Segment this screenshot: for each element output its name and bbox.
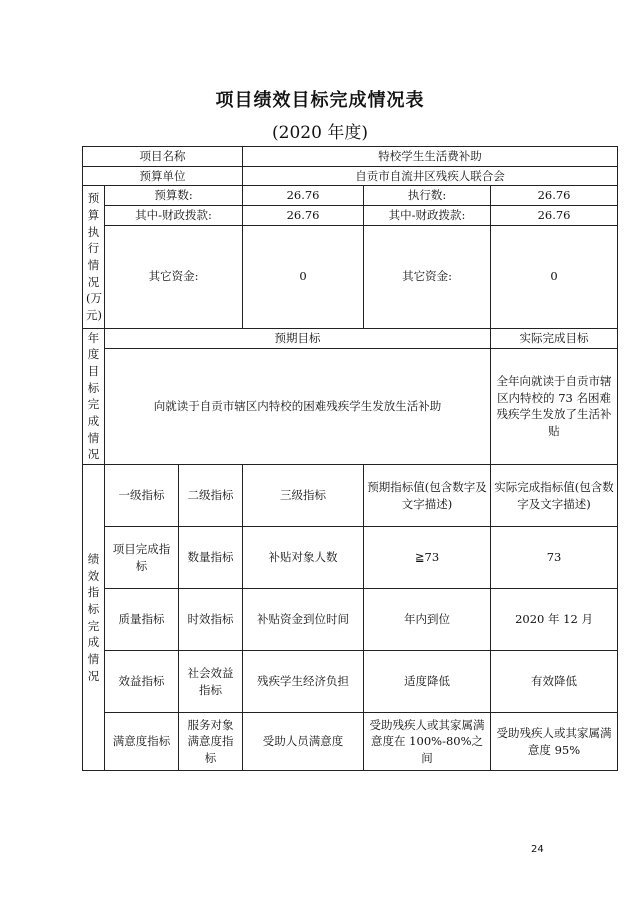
budget-value: 26.76 — [243, 186, 364, 206]
indicator-header-level2: 二级指标 — [179, 465, 243, 527]
project-name-label: 项目名称 — [83, 147, 243, 167]
fiscal-executed-label: 其中-财政拨款: — [364, 206, 491, 226]
page-number: 24 — [531, 844, 544, 855]
project-name-value: 特校学生生活费补助 — [243, 147, 618, 167]
indicator-level2: 数量指标 — [179, 527, 243, 589]
actual-target-text: 全年向就读于自贡市辖区内特校的 73 名困难残疾学生发放了生活补贴 — [491, 348, 618, 464]
budget-label: 预算数: — [105, 186, 243, 206]
other-funds-label: 其它资金: — [105, 225, 243, 328]
other-funds-executed-label: 其它资金: — [364, 225, 491, 328]
indicator-level1: 项目完成指标 — [105, 527, 179, 589]
fiscal-executed-value: 26.76 — [491, 206, 618, 226]
indicator-expected: ≧73 — [364, 527, 491, 589]
indicator-level2: 服务对象满意度指标 — [179, 713, 243, 771]
page-subtitle: (2020 年度) — [272, 123, 368, 143]
table-row — [83, 527, 618, 589]
budget-row — [83, 225, 618, 328]
indicator-header-level3: 三级指标 — [243, 465, 364, 527]
indicator-level1: 效益指标 — [105, 651, 179, 713]
indicator-level1: 质量指标 — [105, 589, 179, 651]
indicator-level2: 时效指标 — [179, 589, 243, 651]
budget-row — [83, 186, 618, 206]
page-title: 项目绩效目标完成情况表 — [215, 90, 425, 111]
indicator-header-expected: 预期指标值(包含数字及文字描述) — [364, 465, 491, 527]
indicator-expected: 适度降低 — [364, 651, 491, 713]
other-funds-executed-value: 0 — [491, 225, 618, 328]
performance-section-label: 绩效指标完成情况 — [83, 465, 105, 771]
indicator-actual: 73 — [491, 527, 618, 589]
indicator-actual: 受助残疾人或其家属满意度 95% — [491, 713, 618, 771]
indicator-header-level1: 一级指标 — [105, 465, 179, 527]
indicator-expected: 年内到位 — [364, 589, 491, 651]
performance-table — [82, 146, 618, 771]
table-row — [83, 713, 618, 771]
budget-unit-label: 预算单位 — [83, 166, 243, 186]
actual-target-header: 实际完成目标 — [491, 328, 618, 348]
other-funds-value: 0 — [243, 225, 364, 328]
annual-target-row — [83, 348, 618, 464]
indicator-level3: 受助人员满意度 — [243, 713, 364, 771]
budget-unit-value: 自贡市自流井区残疾人联合会 — [243, 166, 618, 186]
budget-unit-row — [83, 166, 618, 186]
fiscal-budget-label: 其中-财政拨款: — [105, 206, 243, 226]
executed-label: 执行数: — [364, 186, 491, 206]
indicator-expected: 受助残疾人或其家属满意度在 100%-80%之间 — [364, 713, 491, 771]
indicator-level3: 补贴对象人数 — [243, 527, 364, 589]
executed-value: 26.76 — [491, 186, 618, 206]
indicator-level1: 满意度指标 — [105, 713, 179, 771]
indicator-actual: 2020 年 12 月 — [491, 589, 618, 651]
indicator-header-row — [83, 465, 618, 527]
indicator-header-actual: 实际完成指标值(包含数字及文字描述) — [491, 465, 618, 527]
table-row — [83, 651, 618, 713]
project-name-row — [83, 147, 618, 167]
annual-section-label: 年度目标完成情况 — [83, 328, 105, 464]
budget-section-label: 预算执行情况(万元) — [83, 186, 105, 328]
expected-target-text: 向就读于自贡市辖区内特校的困难残疾学生发放生活补助 — [105, 348, 491, 464]
budget-row — [83, 206, 618, 226]
table-row — [83, 589, 618, 651]
indicator-actual: 有效降低 — [491, 651, 618, 713]
expected-target-header: 预期目标 — [105, 328, 491, 348]
fiscal-budget-value: 26.76 — [243, 206, 364, 226]
indicator-level3: 补贴资金到位时间 — [243, 589, 364, 651]
indicator-level2: 社会效益指标 — [179, 651, 243, 713]
indicator-level3: 残疾学生经济负担 — [243, 651, 364, 713]
annual-target-header-row — [83, 328, 618, 348]
